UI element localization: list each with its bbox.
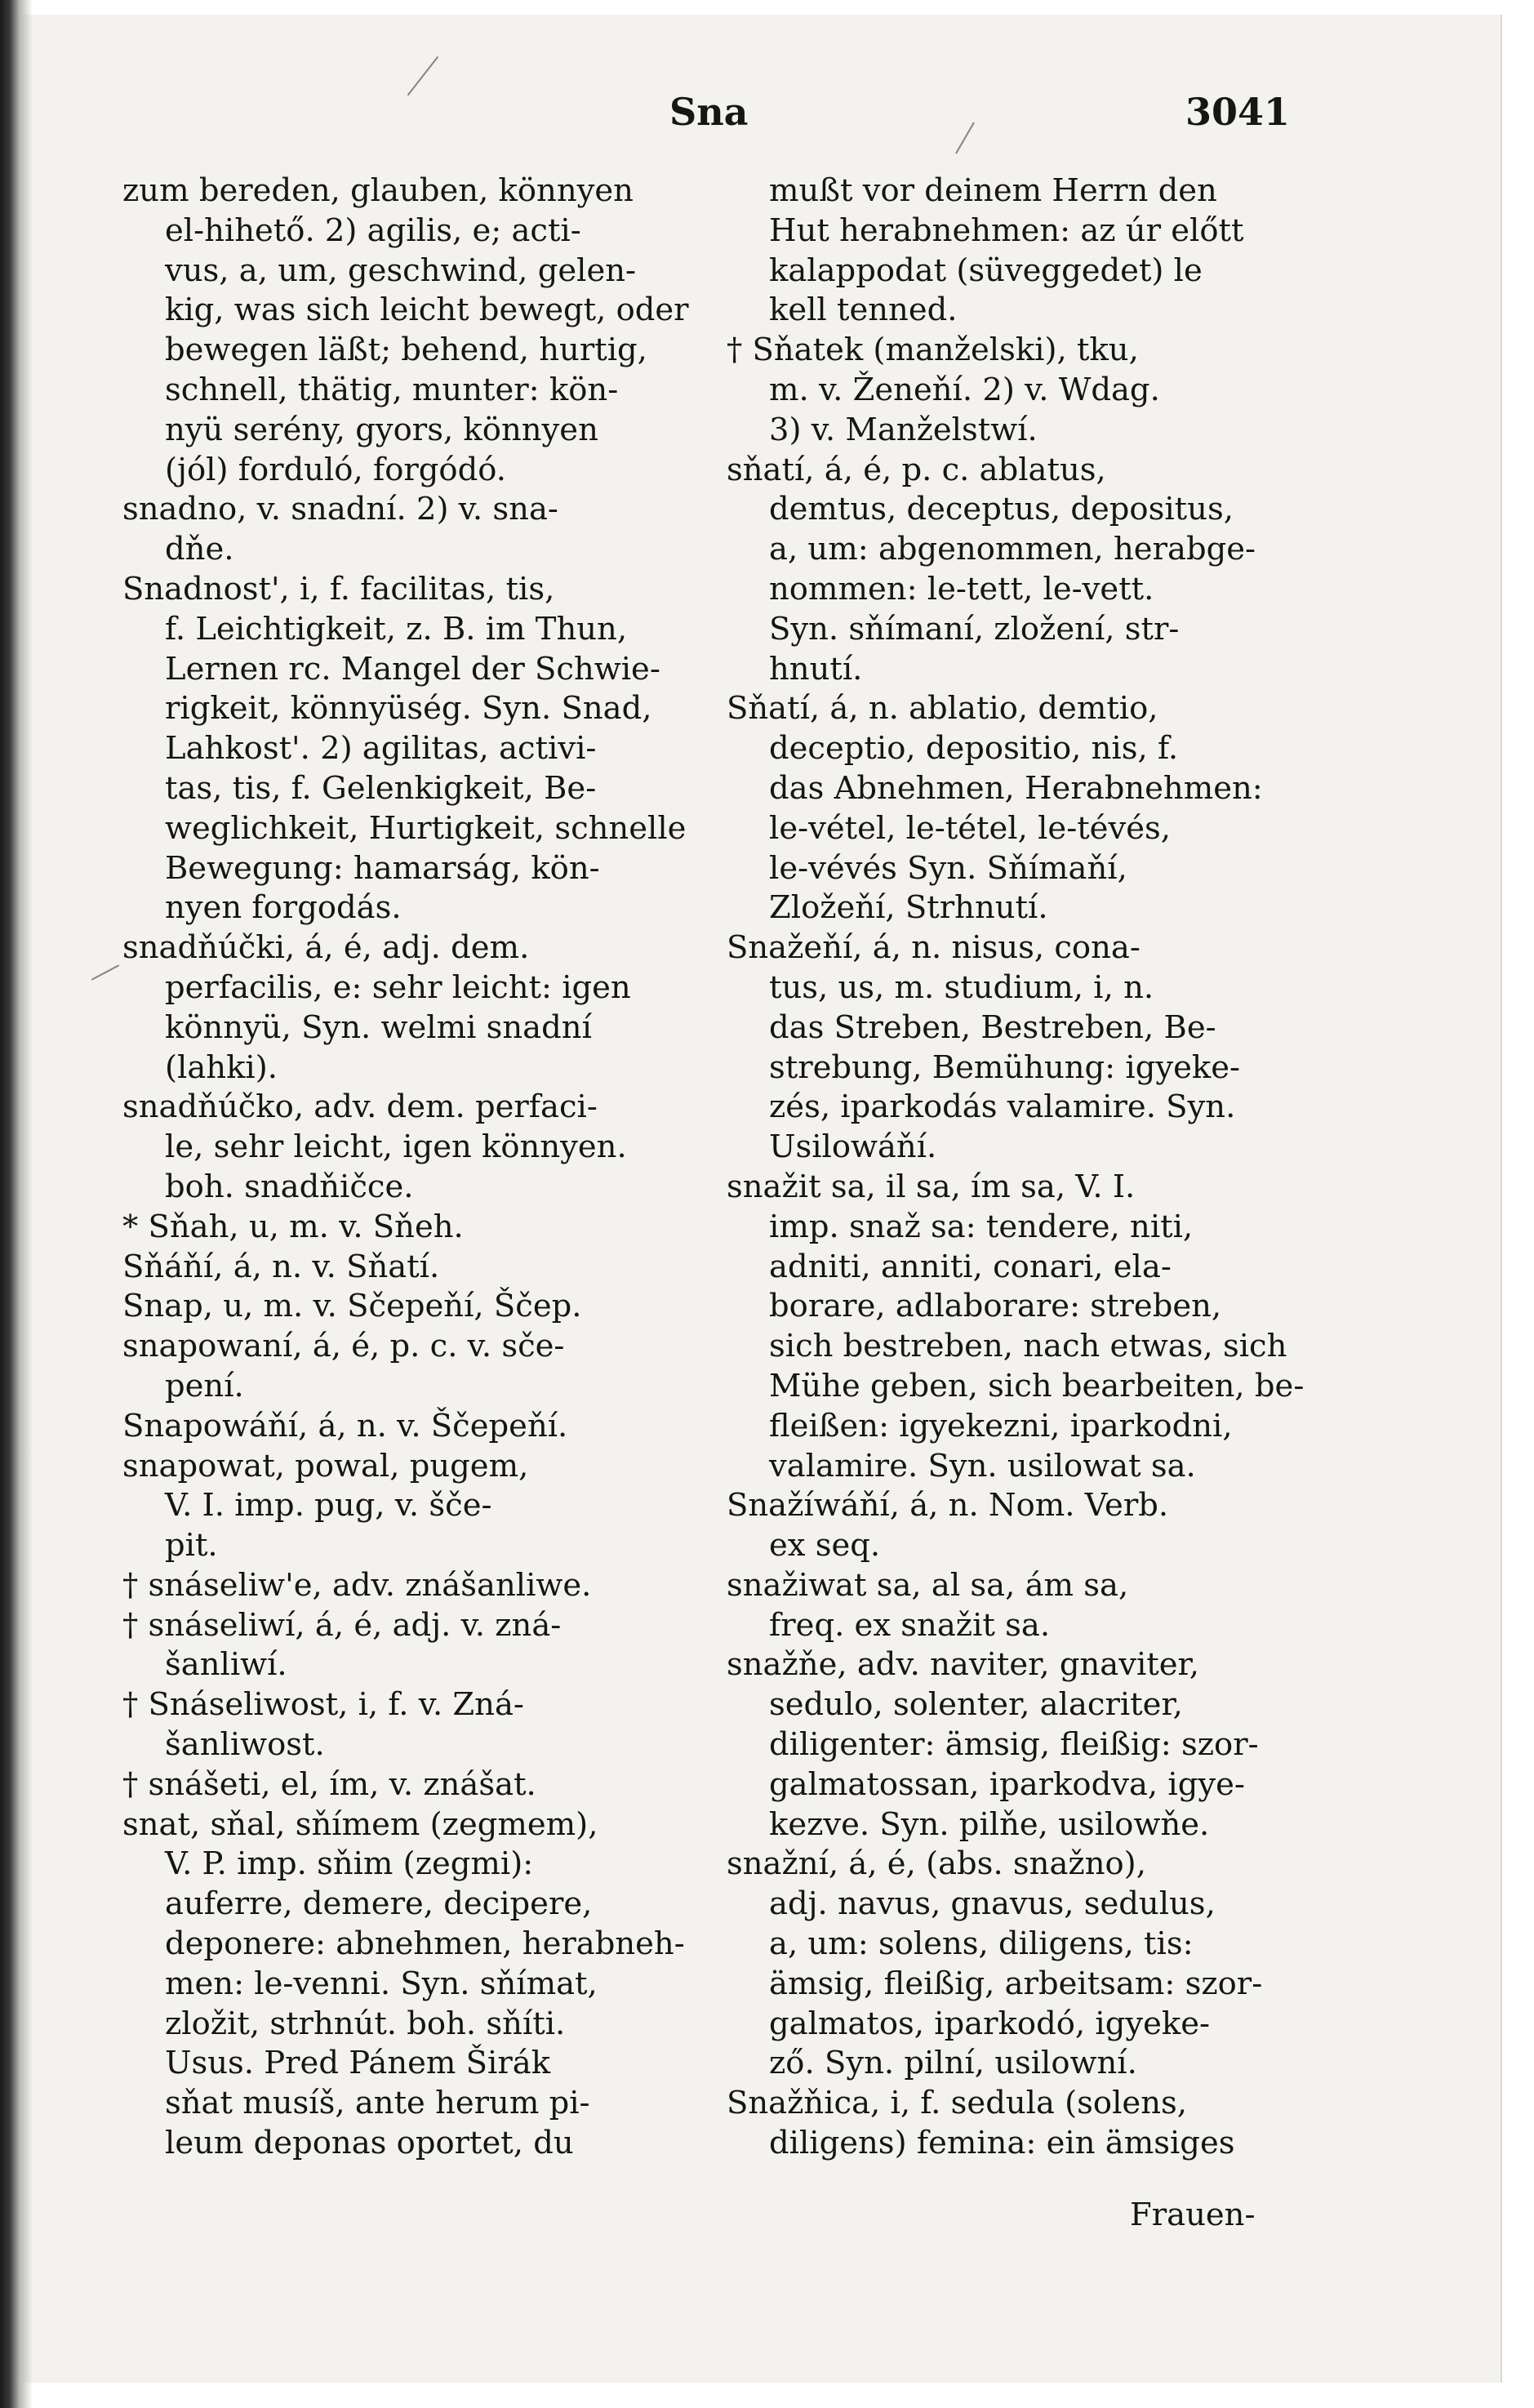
dictionary-line: el-hihető. 2) agilis, e; acti- <box>165 211 581 249</box>
dictionary-line: Snažňica, i, f. sedula (solens, <box>727 2085 1187 2122</box>
dictionary-line: Usus. Pred Pánem Širák <box>165 2045 551 2082</box>
dictionary-line: deponere: abnehmen, herabneh- <box>165 1925 685 1963</box>
dictionary-line: sňat musíš, ante herum pi- <box>165 2085 590 2122</box>
dictionary-line: snapowaní, á, é, p. c. v. sče- <box>122 1328 565 1365</box>
dictionary-line: zum bereden, glauben, könnyen <box>122 172 634 209</box>
dictionary-line: borare, adlaborare: streben, <box>769 1288 1222 1325</box>
dictionary-line: ex seq. <box>769 1527 881 1565</box>
dictionary-line: mußt vor deinem Herrn den <box>769 172 1217 209</box>
dictionary-line: Mühe geben, sich bearbeiten, be- <box>769 1367 1305 1404</box>
page-header <box>0 82 1534 134</box>
dictionary-line: weglichkeit, Hurtigkeit, schnelle <box>165 809 687 847</box>
dictionary-line: snažní, á, é, (abs. snažno), <box>727 1845 1146 1883</box>
dictionary-line: † snáseliwí, á, é, adj. v. zná- <box>122 1606 562 1644</box>
dictionary-line: Lahkost'. 2) agilitas, activi- <box>165 730 597 768</box>
dictionary-line: † Snáseliwost, i, f. v. Zná- <box>122 1686 524 1724</box>
dictionary-line: kig, was sich leicht bewegt, oder <box>165 292 689 329</box>
dictionary-line: Snapowáňí, á, n. v. Ščepeňí. <box>122 1407 568 1444</box>
dictionary-line: tus, us, m. studium, i, n. <box>769 968 1154 1006</box>
dictionary-line: Sňatí, á, n. ablatio, demtio, <box>727 690 1158 728</box>
dictionary-line: f. Leichtigkeit, z. B. im Thun, <box>165 610 628 648</box>
dictionary-line: 3) v. Manželstwí. <box>769 411 1038 448</box>
dictionary-line: kalappodat (süveggedet) le <box>769 251 1203 289</box>
dictionary-line: valamire. Syn. usilowat sa. <box>769 1447 1196 1484</box>
left-column <box>122 171 709 2164</box>
dictionary-line: ämsig, fleißig, arbeitsam: szor- <box>769 1965 1263 2002</box>
dictionary-line: tas, tis, f. Gelenkigkeit, Be- <box>165 769 597 807</box>
dictionary-line: dňe. <box>165 531 234 568</box>
page-number: 3041 <box>1185 90 1291 134</box>
dictionary-line: † snášeti, el, ím, v. znášat. <box>122 1765 536 1803</box>
dictionary-line: rigkeit, könnyüség. Syn. Snad, <box>165 690 652 728</box>
dictionary-line: snat, sňal, sňímem (zegmem), <box>122 1805 598 1843</box>
dictionary-line: Sňáňí, á, n. v. Sňatí. <box>122 1248 440 1285</box>
dictionary-line: kell tenned. <box>769 292 958 329</box>
dictionary-line: sedulo, solenter, alacriter, <box>769 1686 1183 1724</box>
dictionary-line: bewegen läßt; behend, hurtig, <box>165 332 647 369</box>
dictionary-line: ző. Syn. pilní, usilowní. <box>769 2045 1137 2082</box>
dictionary-line: könnyü, Syn. welmi snadní <box>165 1008 592 1046</box>
dictionary-line: galmatossan, iparkodva, igye- <box>769 1765 1245 1803</box>
dictionary-line: auferre, demere, decipere, <box>165 1885 593 1923</box>
dictionary-line: Bewegung: hamarság, kön- <box>165 849 600 887</box>
dictionary-line: Syn. sňímaní, zložení, str- <box>769 610 1180 648</box>
catchword: Frauen- <box>1130 2197 1256 2233</box>
dictionary-line: le-vévés Syn. Sňímaňí, <box>769 849 1127 887</box>
dictionary-line: snapowat, powal, pugem, <box>122 1447 529 1484</box>
dictionary-line: vus, a, um, geschwind, gelen- <box>165 251 637 289</box>
dictionary-line: perfacilis, e: sehr leicht: igen <box>165 968 631 1006</box>
dictionary-line: snadňúčki, á, é, adj. dem. <box>122 929 530 967</box>
dictionary-line: m. v. Ženeňí. 2) v. Wdag. <box>769 371 1160 408</box>
dictionary-line: diligens) femina: ein ämsiges <box>769 2125 1235 2162</box>
dictionary-line: das Streben, Bestreben, Be- <box>769 1008 1216 1046</box>
dictionary-line: snažiwat sa, al sa, ám sa, <box>727 1566 1129 1604</box>
dictionary-line: hnutí. <box>769 650 863 688</box>
dictionary-line: † Sňatek (manželski), tku, <box>727 332 1139 369</box>
dictionary-line: imp. snaž sa: tendere, niti, <box>769 1208 1194 1245</box>
dictionary-line: sňatí, á, é, p. c. ablatus, <box>727 451 1106 488</box>
dictionary-line: galmatos, iparkodó, igyeke- <box>769 2005 1210 2042</box>
dictionary-line: leum deponas oportet, du <box>165 2125 574 2162</box>
dictionary-line: (jól) forduló, forgódó. <box>165 451 506 488</box>
dictionary-line: šanliwost. <box>165 1726 325 1764</box>
dictionary-line: demtus, deceptus, depositus, <box>769 491 1234 528</box>
dictionary-line: a, um: solens, diligens, tis: <box>769 1925 1194 1963</box>
dictionary-line: le, sehr leicht, igen könnyen. <box>165 1128 627 1166</box>
dictionary-line: (lahki). <box>165 1048 278 1086</box>
dictionary-line: freq. ex snažit sa. <box>769 1606 1051 1644</box>
dictionary-line: adj. navus, gnavus, sedulus, <box>769 1885 1216 1923</box>
dictionary-line: deceptio, depositio, nis, f. <box>769 730 1179 768</box>
dictionary-line: pení. <box>165 1367 244 1404</box>
running-head: Sna <box>669 90 749 134</box>
right-column <box>727 171 1313 2164</box>
dictionary-line: adniti, anniti, conari, ela- <box>769 1248 1172 1285</box>
dictionary-line: nommen: le-tett, le-vett. <box>769 570 1154 608</box>
dictionary-line: kezve. Syn. pilňe, usilowňe. <box>769 1805 1210 1843</box>
dictionary-line: † snáseliw'e, adv. znášanliwe. <box>122 1566 592 1604</box>
dictionary-line: snažňe, adv. naviter, gnaviter, <box>727 1646 1199 1684</box>
dictionary-line: fleißen: igyekezni, iparkodni, <box>769 1407 1233 1444</box>
dictionary-line: snadno, v. snadní. 2) v. sna- <box>122 491 558 528</box>
dictionary-line: V. I. imp. pug, v. šče- <box>165 1487 492 1524</box>
dictionary-line: šanliwí. <box>165 1646 287 1684</box>
dictionary-line: snažit sa, il sa, ím sa, V. I. <box>727 1168 1136 1205</box>
dictionary-line: diligenter: ämsig, fleißig: szor- <box>769 1726 1259 1764</box>
dictionary-line: * Sňah, u, m. v. Sňeh. <box>122 1208 464 1245</box>
dictionary-line: Snap, u, m. v. Sčepeňí, Ščep. <box>122 1288 582 1325</box>
dictionary-line: boh. snadňičce. <box>165 1168 414 1205</box>
dictionary-line: nyü serény, gyors, könnyen <box>165 411 598 448</box>
dictionary-line: V. P. imp. sňim (zegmi): <box>165 1845 534 1883</box>
dictionary-line: das Abnehmen, Herabnehmen: <box>769 769 1263 807</box>
dictionary-line: Usilowáňí. <box>769 1128 937 1166</box>
dictionary-line: Snadnost', i, f. facilitas, tis, <box>122 570 555 608</box>
dictionary-line: Lernen rc. Mangel der Schwie- <box>165 650 660 688</box>
dictionary-line: zložit, strhnút. boh. sňíti. <box>165 2005 566 2042</box>
dictionary-line: strebung, Bemühung: igyeke- <box>769 1048 1241 1086</box>
dictionary-line: schnell, thätig, munter: kön- <box>165 371 619 408</box>
dictionary-line: Hut herabnehmen: az úr előtt <box>769 211 1244 249</box>
dictionary-line: men: le-venni. Syn. sňímat, <box>165 1965 598 2002</box>
dictionary-line: le-vétel, le-tétel, le-tévés, <box>769 809 1171 847</box>
dictionary-line: Snažeňí, á, n. nisus, cona- <box>727 929 1140 967</box>
dictionary-line: snadňúčko, adv. dem. perfaci- <box>122 1088 598 1126</box>
dictionary-line: nyen forgodás. <box>165 889 402 927</box>
dictionary-line: pit. <box>165 1527 218 1565</box>
dictionary-line: Snažíwáňí, á, n. Nom. Verb. <box>727 1487 1169 1524</box>
dictionary-line: Zložeňí, Strhnutí. <box>769 889 1048 927</box>
dictionary-line: a, um: abgenommen, herabge- <box>769 531 1256 568</box>
book-spine-shadow <box>0 0 33 2408</box>
dictionary-line: zés, iparkodás valamire. Syn. <box>769 1088 1236 1126</box>
dictionary-line: sich bestreben, nach etwas, sich <box>769 1328 1287 1365</box>
